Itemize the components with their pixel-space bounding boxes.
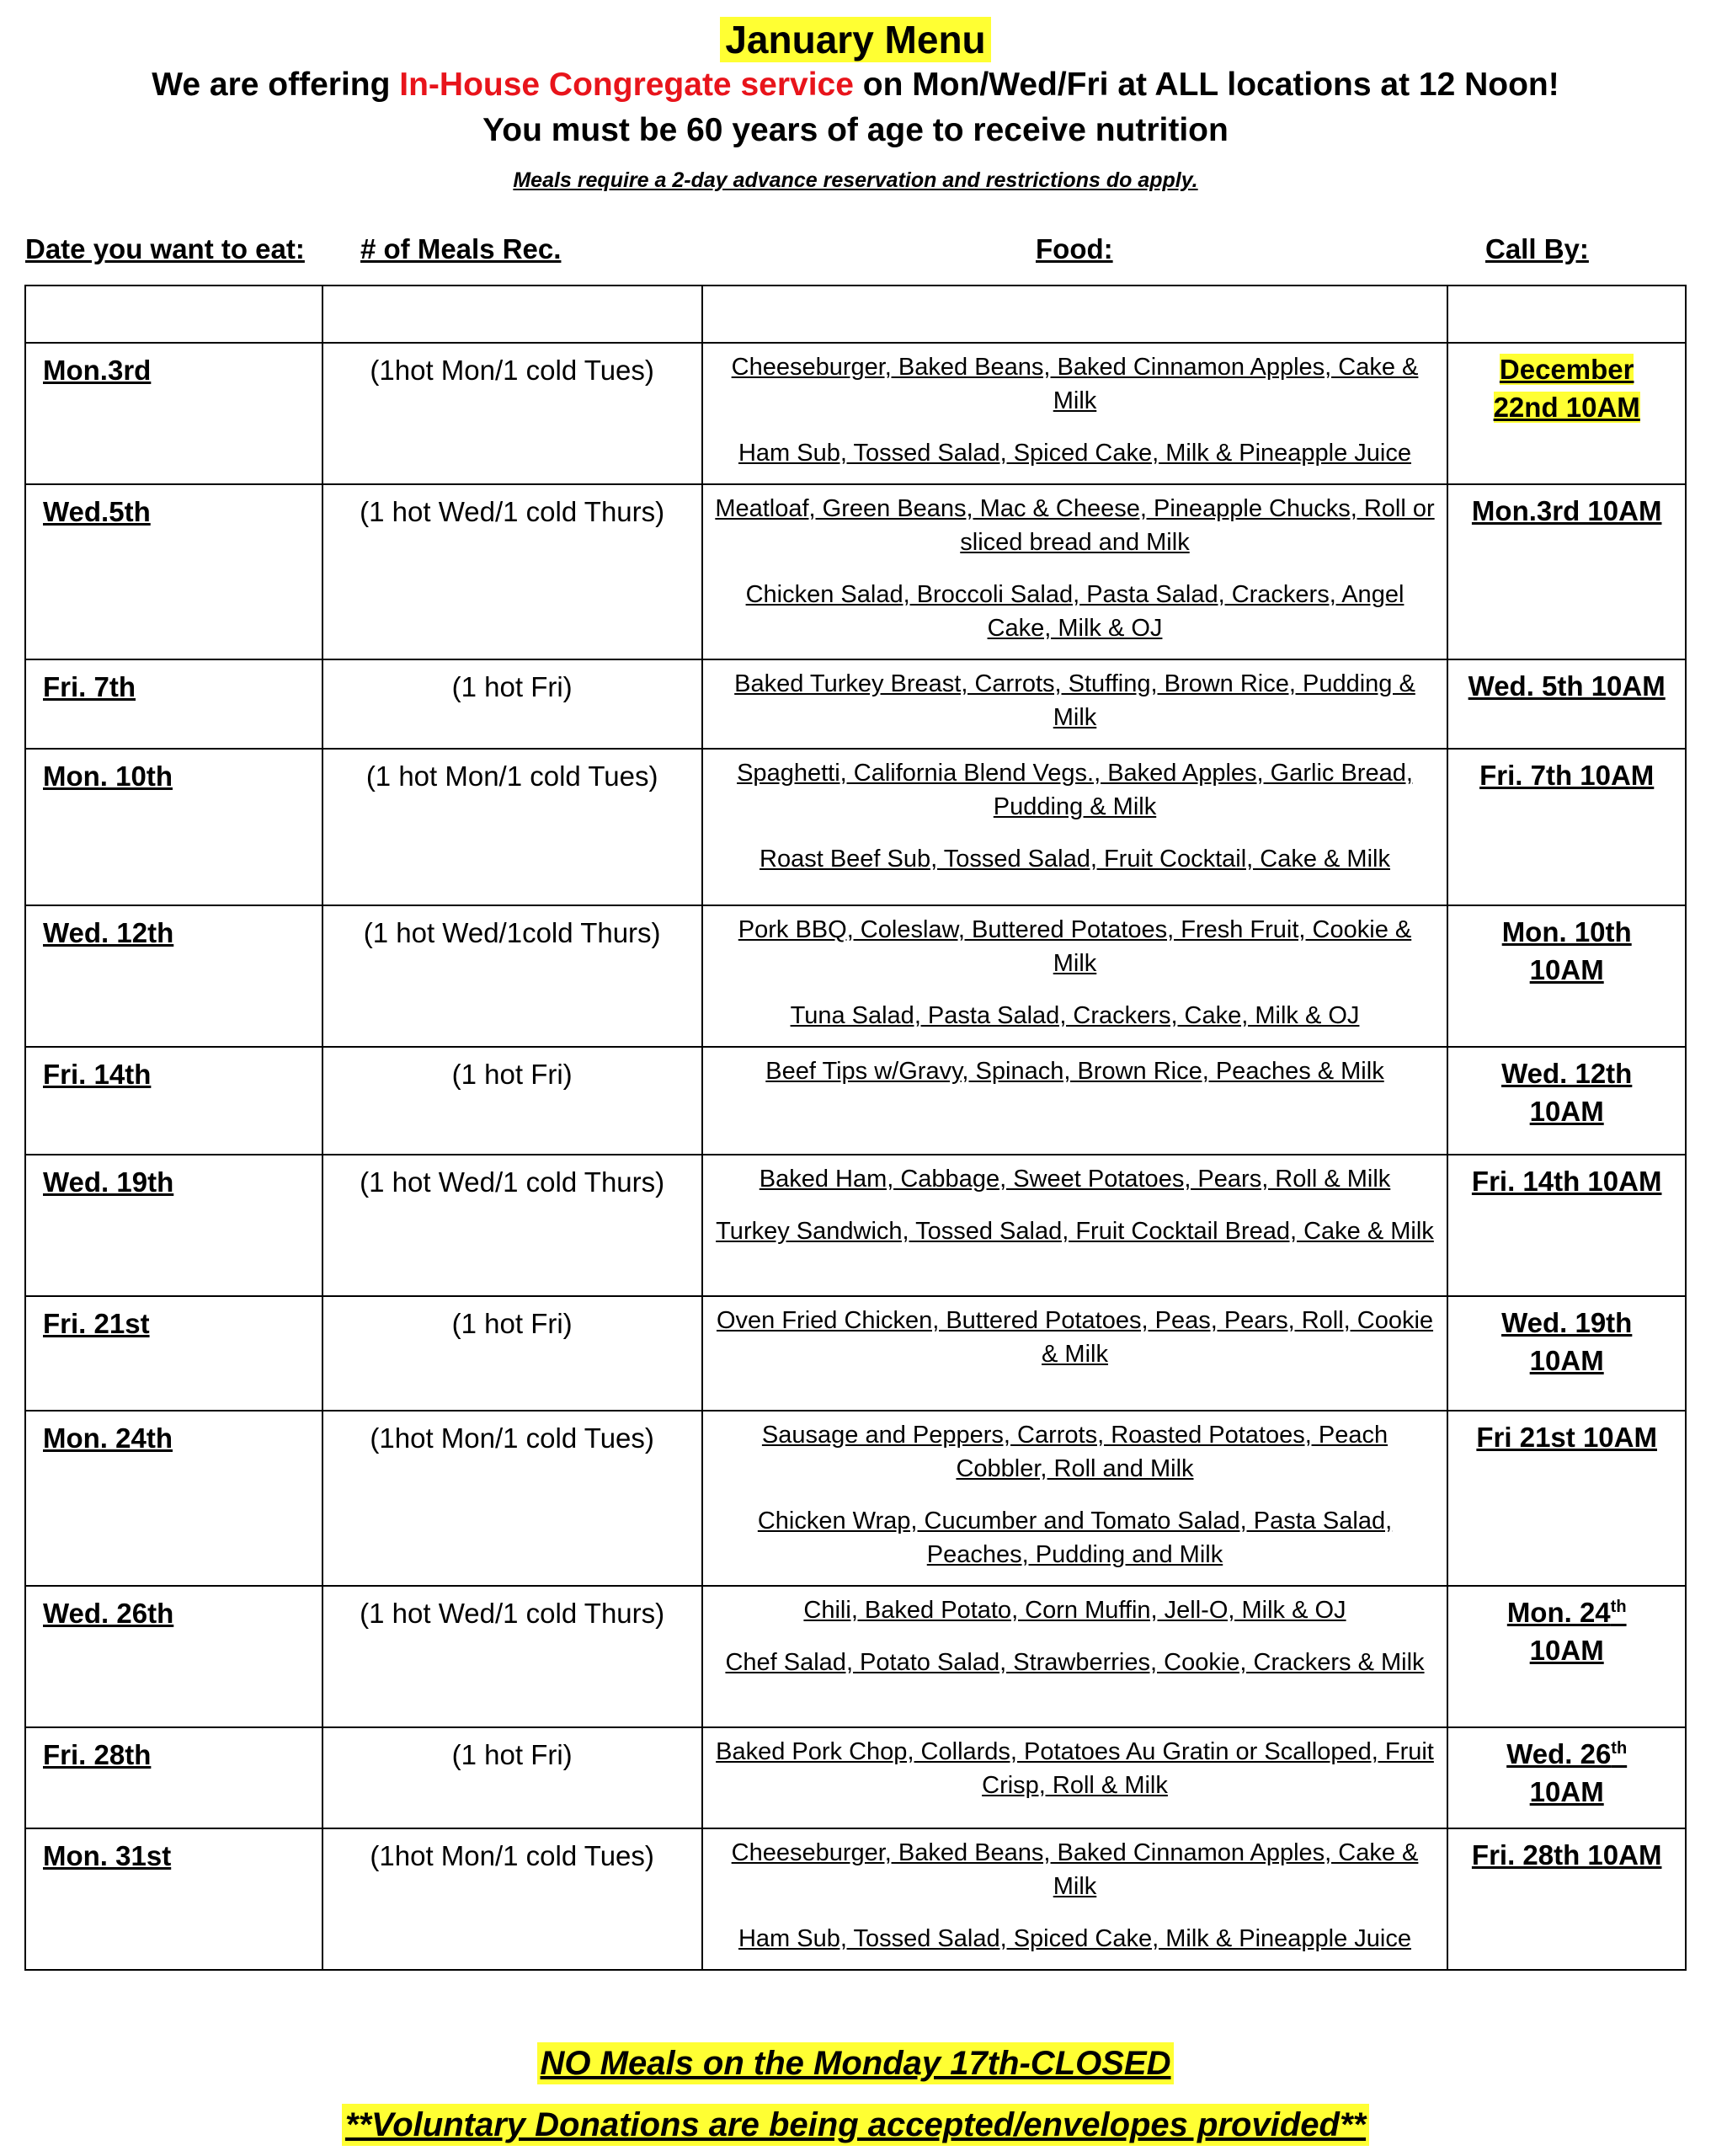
table-row xyxy=(25,343,1686,484)
blank-cell xyxy=(25,286,322,343)
page-title: January Menu xyxy=(720,17,990,62)
row-date: Fri. 28th xyxy=(43,1739,152,1770)
row-meals: (1hot Mon/1 cold Tues) xyxy=(370,1422,654,1454)
table-row xyxy=(25,484,1686,659)
donation-notice xyxy=(0,2104,1711,2146)
row-meals: (1 hot Mon/1 cold Tues) xyxy=(365,760,658,792)
call-by-line: 10AM xyxy=(1529,1776,1604,1807)
blank-cell xyxy=(702,286,1448,343)
row-call-by xyxy=(1448,1048,1685,1130)
table-row xyxy=(25,1586,1686,1727)
row-food xyxy=(703,750,1447,884)
call-by-suffix: th xyxy=(1610,1598,1627,1616)
row-call-by: Fri. 14th 10AM xyxy=(1471,1166,1662,1197)
row-call-by: Fri 21st 10AM xyxy=(1476,1422,1657,1453)
row-call-by: Wed. 5th 10AM xyxy=(1468,670,1666,702)
row-date: Mon. 31st xyxy=(43,1840,172,1871)
column-header-date: Date you want to eat: xyxy=(25,233,305,264)
cold-meal: Ham Sub, Tossed Salad, Spiced Cake, Milk & Pineapple Juice xyxy=(738,440,1411,467)
table-row xyxy=(25,1155,1686,1296)
row-meals: (1 hot Wed/1 cold Thurs) xyxy=(360,1598,665,1629)
hot-meal: Oven Fried Chicken, Buttered Potatoes, Peas, Pears, Roll, Cookie & Milk xyxy=(716,1307,1434,1368)
call-by-line: Mon. 10th xyxy=(1501,916,1632,947)
row-food xyxy=(703,1728,1447,1811)
row-date: Mon.3rd xyxy=(43,355,152,386)
row-meals: (1 hot Wed/1 cold Thurs) xyxy=(360,496,665,527)
cold-meal: Chicken Wrap, Cucumber and Tomato Salad, Pasta Salad, Peaches, Pudding and Milk xyxy=(757,1508,1393,1568)
row-date: Fri. 14th xyxy=(43,1059,152,1090)
table-row xyxy=(25,1727,1686,1828)
row-call-by xyxy=(1448,1587,1685,1669)
row-call-by: Fri. 7th 10AM xyxy=(1479,760,1655,791)
row-meals: (1hot Mon/1 cold Tues) xyxy=(370,1840,654,1871)
row-food xyxy=(703,1155,1447,1257)
table-row xyxy=(25,1828,1686,1970)
row-food xyxy=(703,485,1447,654)
hot-meal: Sausage and Peppers, Carrots, Roasted Potatoes, Peach Cobbler, Roll and Milk xyxy=(761,1422,1389,1482)
hot-meal: Meatloaf, Green Beans, Mac & Cheese, Pineapple Chucks, Roll or sliced bread and Milk xyxy=(715,495,1435,556)
hot-meal: Cheeseburger, Baked Beans, Baked Cinnamon Apples, Cake & Milk xyxy=(731,354,1419,414)
cold-meal: Ham Sub, Tossed Salad, Spiced Cake, Milk & Pineapple Juice xyxy=(738,1925,1411,1952)
service-highlight: In-House Congregate service xyxy=(399,67,854,103)
call-by-line: 10AM xyxy=(1529,954,1604,985)
row-meals: (1 hot Fri) xyxy=(451,1059,573,1090)
blank-cell xyxy=(322,286,702,343)
row-date: Wed. 19th xyxy=(43,1166,174,1198)
row-food xyxy=(703,1412,1447,1580)
closure-notice xyxy=(0,2042,1711,2084)
table-row xyxy=(25,659,1686,749)
row-date: Wed.5th xyxy=(43,496,151,527)
call-by-line: 10AM xyxy=(1529,1345,1604,1376)
row-date: Wed. 26th xyxy=(43,1598,174,1629)
row-food xyxy=(703,1587,1447,1688)
row-meals: (1hot Mon/1 cold Tues) xyxy=(370,355,654,386)
row-food xyxy=(703,1297,1447,1380)
cold-meal: Chicken Salad, Broccoli Salad, Pasta Salad, Crackers, Angel Cake, Milk & OJ xyxy=(745,581,1405,642)
call-by-line: Wed. 19th xyxy=(1501,1307,1633,1338)
column-header-meals: # of Meals Rec. xyxy=(360,233,562,264)
call-by-line: Wed. 26 xyxy=(1506,1738,1612,1769)
hot-meal: Pork BBQ, Coleslaw, Buttered Potatoes, Fresh Fruit, Cookie & Milk xyxy=(738,916,1412,977)
menu-table xyxy=(24,285,1687,1971)
blank-cell xyxy=(1447,286,1686,343)
column-header-call: Call By: xyxy=(1485,233,1589,264)
call-by-suffix: th xyxy=(1611,1739,1628,1758)
row-food xyxy=(703,660,1447,743)
call-by-line: 10AM xyxy=(1529,1096,1604,1127)
row-food xyxy=(703,906,1447,1041)
row-date: Mon. 24th xyxy=(43,1422,173,1454)
call-by-line: Wed. 12th xyxy=(1501,1058,1633,1089)
donation-notice-text: **Voluntary Donations are being accepted/envelopes provided** xyxy=(342,2104,1369,2146)
closure-notice-text: NO Meals on the Monday 17th-CLOSED xyxy=(537,2042,1175,2084)
table-row xyxy=(25,1047,1686,1155)
table-row xyxy=(25,749,1686,905)
call-by-highlight: 22nd 10AM xyxy=(1493,392,1640,423)
row-call-by xyxy=(1448,906,1685,989)
row-meals: (1 hot Wed/1cold Thurs) xyxy=(363,917,661,948)
cold-meal: Tuna Salad, Pasta Salad, Crackers, Cake, Milk & OJ xyxy=(790,1002,1360,1029)
row-food xyxy=(703,1829,1447,1964)
call-by-line: 10AM xyxy=(1529,1635,1604,1666)
call-by-highlight: December xyxy=(1499,354,1634,385)
reservation-note: Meals require a 2-day advance reservation and restrictions do apply. xyxy=(513,168,1198,192)
hot-meal: Chili, Baked Potato, Corn Muffin, Jell-O, Milk & OJ xyxy=(803,1597,1346,1624)
row-meals: (1 hot Fri) xyxy=(451,1739,573,1770)
hot-meal: Cheeseburger, Baked Beans, Baked Cinnamon Apples, Cake & Milk xyxy=(731,1839,1419,1900)
title-wrap xyxy=(0,17,1711,62)
service-line-pre: We are offering xyxy=(152,67,400,103)
table-row xyxy=(25,1411,1686,1586)
hot-meal: Baked Turkey Breast, Carrots, Stuffing, Brown Rice, Pudding & Milk xyxy=(734,670,1415,731)
hot-meal: Baked Pork Chop, Collards, Potatoes Au Gratin or Scalloped, Fruit Crisp, Roll & Milk xyxy=(716,1738,1434,1799)
table-row xyxy=(25,905,1686,1047)
row-date: Mon. 10th xyxy=(43,760,173,792)
hot-meal: Spaghetti, California Blend Vegs., Baked Apples, Garlic Bread, Pudding & Milk xyxy=(737,760,1413,820)
row-call-by xyxy=(1448,1297,1685,1380)
call-by-line: Mon. 24 xyxy=(1506,1597,1611,1628)
row-meals: (1 hot Fri) xyxy=(451,1308,573,1339)
service-line-post: on Mon/Wed/Fri at ALL locations at 12 Noon! xyxy=(853,67,1559,103)
row-food xyxy=(703,344,1447,478)
row-meals: (1 hot Fri) xyxy=(451,671,573,702)
service-line xyxy=(0,64,1711,106)
row-meals: (1 hot Wed/1 cold Thurs) xyxy=(360,1166,665,1198)
row-food xyxy=(703,1048,1447,1097)
row-call-by: Fri. 28th 10AM xyxy=(1471,1839,1662,1870)
hot-meal: Beef Tips w/Gravy, Spinach, Brown Rice, Peaches & Milk xyxy=(765,1058,1384,1085)
row-date: Wed. 12th xyxy=(43,917,174,948)
cold-meal: Chef Salad, Potato Salad, Strawberries, Cookie, Crackers & Milk xyxy=(725,1649,1425,1676)
blank-row xyxy=(25,286,1686,343)
row-call-by xyxy=(1448,344,1685,426)
row-date: Fri. 7th xyxy=(43,671,136,702)
row-date: Fri. 21st xyxy=(43,1308,150,1339)
table-row xyxy=(25,1296,1686,1411)
age-requirement: You must be 60 years of age to receive nutrition xyxy=(482,112,1229,148)
column-header-food: Food: xyxy=(1036,233,1113,264)
hot-meal: Baked Ham, Cabbage, Sweet Potatoes, Pears, Roll & Milk xyxy=(759,1166,1391,1193)
cold-meal: Turkey Sandwich, Tossed Salad, Fruit Cocktail Bread, Cake & Milk xyxy=(716,1218,1434,1245)
cold-meal: Roast Beef Sub, Tossed Salad, Fruit Cocktail, Cake & Milk xyxy=(760,846,1390,873)
row-call-by: Mon.3rd 10AM xyxy=(1471,495,1662,526)
row-call-by xyxy=(1448,1728,1685,1811)
